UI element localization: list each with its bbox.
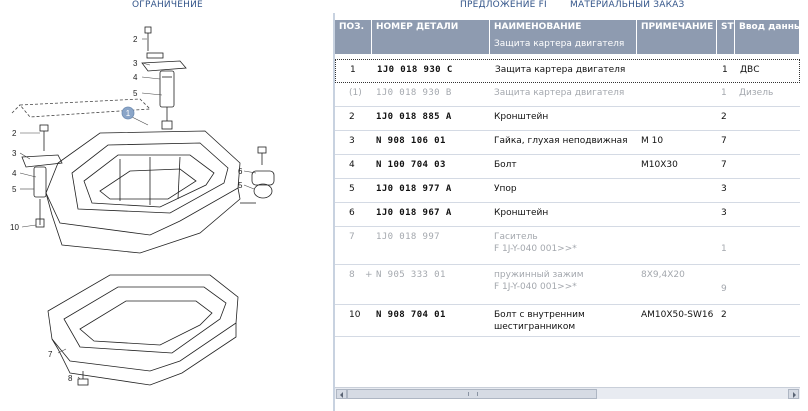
row-st: 7 [721, 160, 727, 170]
callout-4-top: 4 [133, 73, 138, 82]
row-part-number: 1J0 018 997 [376, 232, 441, 242]
menu-proposal[interactable]: ПРЕДЛОЖЕНИЕ FI [460, 0, 547, 10]
table-row[interactable] [335, 227, 800, 265]
row-prefix: + [365, 270, 373, 280]
row-name-line2: F 1J-Y-040 001>>* [494, 282, 577, 292]
row-st: 1 [722, 65, 728, 75]
row-note: M10X30 [641, 160, 678, 170]
col-header-input[interactable]: Ввод данных [735, 20, 800, 37]
exploded-parts-diagram[interactable] [0, 13, 333, 411]
row-name-line2: шестигранником [494, 322, 576, 332]
row-st: 9 [721, 284, 727, 294]
table-row[interactable] [335, 107, 800, 131]
menu-material-order[interactable]: МАТЕРИАЛЬНЫЙ ЗАКАЗ [570, 0, 685, 10]
callout-2-top: 2 [133, 35, 138, 44]
row-input[interactable] [735, 107, 800, 115]
row-input[interactable] [735, 131, 800, 139]
table-row[interactable] [335, 155, 800, 179]
callout-8-bottom: 8 [68, 374, 73, 383]
row-input[interactable] [735, 203, 800, 211]
menu-restriction[interactable]: ОГРАНИЧЕНИЕ [132, 0, 203, 10]
row-part-number: N 100 704 03 [376, 160, 446, 170]
col-header-name[interactable]: НАИМЕНОВАНИЕ [490, 20, 637, 37]
scroll-thumb[interactable] [347, 389, 597, 399]
row-name: Защита картера двигателя [495, 65, 626, 75]
row-input[interactable] [735, 305, 800, 313]
top-menu-bar [0, 0, 800, 13]
row-note [637, 107, 717, 115]
scroll-left-button[interactable] [336, 389, 347, 399]
row-pos: 8 [349, 270, 355, 280]
row-st: 2 [721, 310, 727, 320]
row-name: Кронштейн [494, 112, 549, 122]
table-row[interactable] [335, 179, 800, 203]
table-row[interactable] [335, 203, 800, 227]
table-row[interactable] [335, 305, 800, 337]
arrow-left-icon [340, 392, 343, 398]
col-header-note[interactable]: ПРИМЕЧАНИЕ [637, 20, 717, 37]
left-bracket-assembly [22, 125, 62, 227]
skid-plate-lower [48, 275, 238, 385]
row-part-number: 1J0 018 930 B [376, 88, 452, 98]
row-st: 1 [721, 244, 727, 254]
row-name: Гаситель [494, 232, 538, 242]
row-pos: 1 [350, 65, 356, 75]
parts-diagram-pane [0, 13, 333, 411]
horizontal-scrollbar[interactable] [335, 387, 800, 399]
row-name: Болт [494, 160, 517, 170]
row-name-line2: F 1J-Y-040 001>>* [494, 244, 577, 254]
row-part-number: N 905 333 01 [376, 270, 446, 280]
row-st: 1 [721, 88, 727, 98]
row-pos: (1) [349, 88, 362, 98]
skid-plate-upper [46, 131, 240, 253]
row-part-number: 1J0 018 930 C [377, 65, 453, 75]
callout-5-left: 5 [12, 185, 17, 194]
table-row[interactable] [335, 131, 800, 155]
callout-2-left: 2 [12, 129, 17, 138]
col-header-st[interactable]: ST [717, 20, 735, 37]
col-header-number[interactable]: НОМЕР ДЕТАЛИ [372, 20, 490, 37]
row-input[interactable] [735, 265, 800, 273]
subheader-blank-note [637, 37, 717, 54]
table-row[interactable] [335, 59, 800, 83]
subheader-blank-pos [335, 37, 372, 54]
row-pos: 10 [349, 310, 361, 320]
row-part-number: N 908 106 01 [376, 136, 446, 146]
parts-table-header [335, 20, 808, 54]
callout-4-left: 4 [12, 169, 17, 178]
callout-5-right: 5 [238, 181, 243, 190]
row-input[interactable] [735, 155, 800, 163]
row-name: Упор [494, 184, 517, 194]
row-name: Гайка, глухая неподвижная [494, 136, 628, 146]
row-st: 7 [721, 136, 727, 146]
subheader-blank-number [372, 37, 490, 54]
row-st: 2 [721, 112, 727, 122]
row-part-number: 1J0 018 885 A [376, 112, 452, 122]
row-st: 3 [721, 208, 727, 218]
row-input[interactable]: Дизель [739, 88, 774, 98]
subheader-blank-input [735, 37, 800, 54]
callout-6-right: 6 [238, 167, 243, 176]
table-row[interactable] [335, 83, 800, 107]
row-part-number: 1J0 018 977 A [376, 184, 452, 194]
grip-icon [468, 392, 478, 396]
callout-3-left: 3 [12, 149, 17, 158]
table-row[interactable] [335, 265, 800, 305]
row-pos: 3 [349, 136, 355, 146]
callout-7-bottom: 7 [48, 350, 53, 359]
row-pos: 7 [349, 232, 355, 242]
scroll-right-button[interactable] [788, 389, 799, 399]
row-note: M 10 [641, 136, 664, 146]
callout-10-left: 10 [10, 223, 19, 232]
row-pos: 5 [349, 184, 355, 194]
row-part-number: 1J0 018 967 A [376, 208, 452, 218]
row-note: 8X9,4X20 [641, 270, 685, 280]
row-note [637, 83, 717, 91]
row-input[interactable] [735, 179, 800, 187]
row-input[interactable] [735, 227, 800, 235]
row-note [637, 203, 717, 211]
row-note: AM10X50-SW16 [641, 310, 714, 320]
row-input[interactable]: ДВС [740, 65, 760, 75]
row-pos: 2 [349, 112, 355, 122]
row-pos: 6 [349, 208, 355, 218]
row-name: Кронштейн [494, 208, 549, 218]
row-note [638, 60, 718, 68]
subheader-blank-st [717, 37, 735, 54]
right-bracket-assembly [240, 147, 274, 203]
callout-1-label: 1 [125, 109, 131, 118]
row-name: Болт с внутренним [494, 310, 585, 320]
col-header-pos[interactable]: ПОЗ. [335, 20, 372, 37]
arrow-right-icon [793, 392, 796, 398]
parts-table-pane [335, 13, 808, 411]
row-pos: 4 [349, 160, 355, 170]
row-name: Защита картера двигателя [494, 88, 625, 98]
callout-3-top: 3 [133, 59, 138, 68]
row-note [637, 179, 717, 187]
row-part-number: N 908 704 01 [376, 310, 446, 320]
row-note [637, 227, 717, 235]
row-name: пружинный зажим [494, 270, 584, 280]
group-title: Защита картера двигателя [490, 37, 637, 54]
callout-5-top: 5 [133, 89, 138, 98]
row-st: 3 [721, 184, 727, 194]
